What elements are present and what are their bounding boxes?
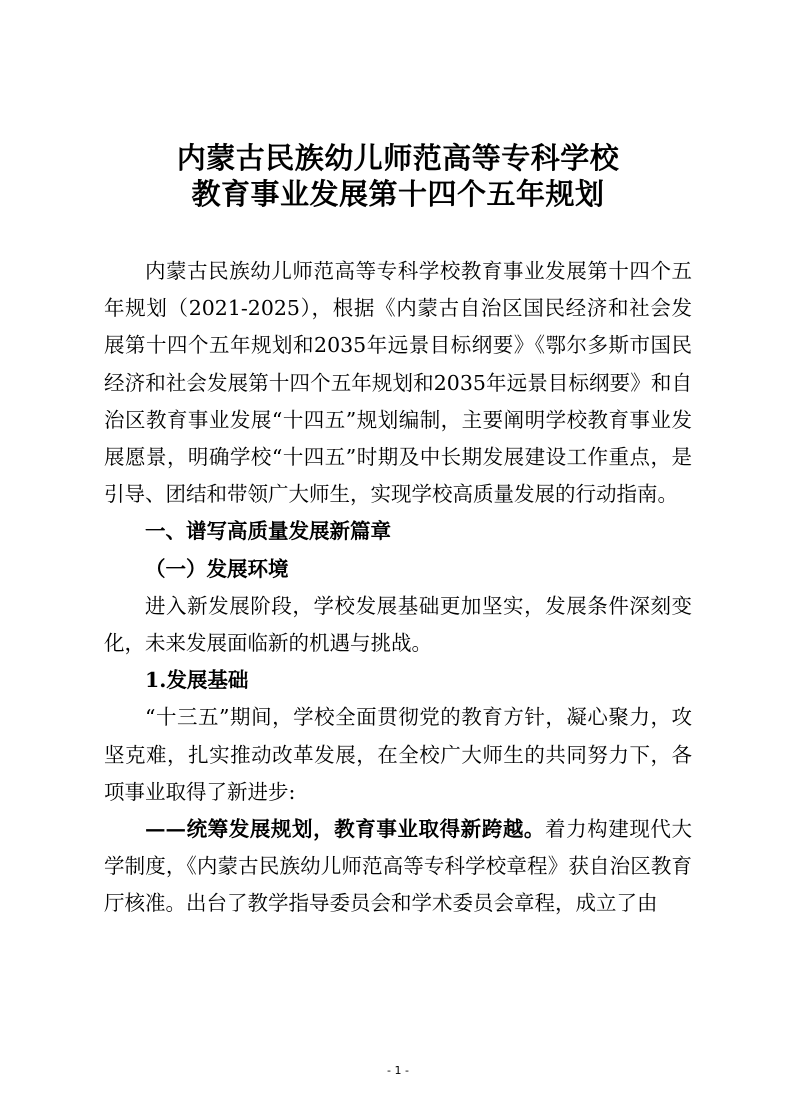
intro-paragraph: 内蒙古民族幼儿师范高等专科学校教育事业发展第十四个五年规划（2021-2025），根据《内蒙古自治区国民经济和社会发展第十四个五年规划和2035年远景目标纲要》《鄂尔多斯市国民经济和社会发展第十四个五年规划和2035年远景目标纲要》和自治区教育事业发展“十四五”规划编制，主要阐明学校教育事业发展愿景，明确学校“十四五”时期及中长期发展建设工作重点，是引导、团结和带领广大师生，实现学校高质量发展的行动指南。 xyxy=(104,259,692,507)
point-text: 着力构建现代大学制度，《内蒙古民族幼儿师范高等专科学校章程》获自治区教育厅核准。出台了教学指导委员会和学术委员会章程，成立了由 xyxy=(104,817,692,916)
point-paragraph xyxy=(104,811,692,923)
document-title-line2: 教育事业发展第十四个五年规划 xyxy=(191,177,605,211)
subsection-heading-1: （一）发展环境 xyxy=(145,556,289,581)
document-title-line1: 内蒙古民族幼儿师范高等专科学校 xyxy=(176,141,620,175)
subsection-paragraph: 进入新发展阶段，学校发展基础更加坚实，发展条件深刻变化，未来发展面临新的机遇与挑战。 xyxy=(104,593,692,656)
item-paragraph: “十三五”期间，学校全面贯彻党的教育方针，凝心聚力，攻坚克难，扎实推动改革发展，在全校广大师生的共同努力下，各项事业取得了新进步: xyxy=(104,705,692,804)
section-heading-1: 一、谱写高质量发展新篇章 xyxy=(145,519,391,544)
page-number: - 1 - xyxy=(387,1064,409,1077)
point-lead: ——统筹发展规划，教育事业取得新跨越。 xyxy=(145,817,545,842)
item-heading-1: 1.发展基础 xyxy=(145,668,249,693)
document-body xyxy=(104,253,692,923)
